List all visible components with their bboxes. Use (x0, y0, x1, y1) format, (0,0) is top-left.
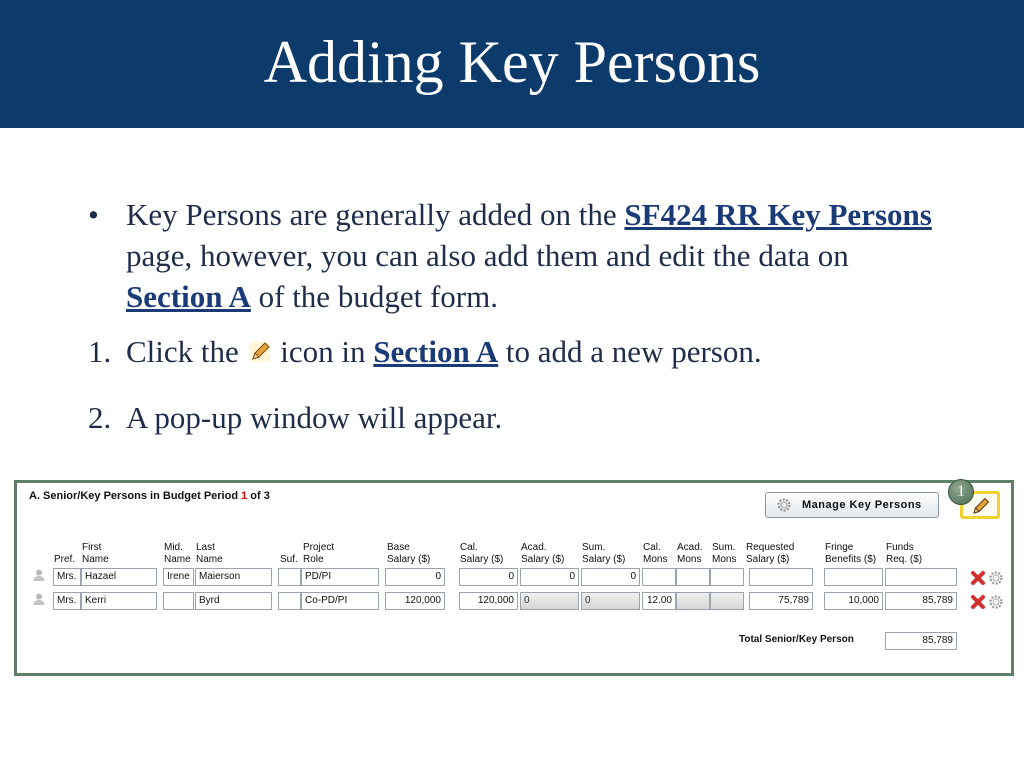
header-project-role: Project Role (303, 542, 335, 565)
bullet-item-3 (88, 397, 948, 438)
last-name-field[interactable]: Maierson (195, 568, 272, 586)
project-role-field[interactable]: PD/PI (301, 568, 379, 586)
bullet-marker: 2. (88, 400, 112, 435)
step-badge: 1 (948, 479, 974, 505)
fringe-benefits-field[interactable]: 10,000 (824, 592, 883, 610)
header-fringe-benefits: Fringe Benefits ($) (825, 542, 877, 565)
manage-key-persons-label: Manage Key Persons (802, 499, 922, 511)
header-first-name: First Name (82, 542, 109, 565)
last-name-field[interactable]: Byrd (195, 592, 272, 610)
suffix-field[interactable] (278, 592, 301, 610)
base-salary-field[interactable]: 120,000 (385, 592, 445, 610)
acad-months-field-disabled (676, 592, 710, 610)
bullet-text: icon in (272, 334, 374, 369)
sum-salary-field-disabled: 0 (581, 592, 640, 610)
bullet-text: of the budget form. (250, 279, 498, 314)
bullet-item-1 (88, 194, 948, 317)
pref-field[interactable]: Mrs. (53, 592, 81, 610)
form-title (29, 490, 270, 502)
sum-months-field-disabled (710, 592, 744, 610)
mid-name-field[interactable] (163, 592, 194, 610)
bullet-list (88, 194, 948, 438)
header-requested-salary: Requested Salary ($) (746, 542, 795, 565)
total-senior-key-person-value: 85,789 (885, 632, 957, 650)
sum-months-field[interactable] (710, 568, 744, 586)
header-funds-requested: Funds Req. ($) (886, 542, 923, 565)
bullet-text: page, however, you can also add them and edit the data on (126, 238, 849, 273)
delete-icon[interactable] (970, 570, 986, 586)
funds-requested-field[interactable] (885, 568, 957, 586)
bullet-bold-link: Section A (373, 334, 499, 369)
first-name-field[interactable]: Kerri (81, 592, 157, 610)
person-icon (32, 568, 46, 582)
suffix-field[interactable] (278, 568, 301, 586)
sum-salary-field[interactable]: 0 (581, 568, 640, 586)
first-name-field[interactable]: Hazael (81, 568, 157, 586)
bullet-text: Click the (126, 334, 247, 369)
header-acad-months: Acad. Mons (677, 542, 703, 565)
header-mid-name: Mid. Name (164, 542, 191, 565)
cal-months-field[interactable]: 12.00 (642, 592, 676, 610)
form-title-text: of 3 (247, 490, 270, 502)
section-a-form (14, 480, 1014, 676)
mid-name-field[interactable]: Irene (163, 568, 194, 586)
header-last-name: Last Name (196, 542, 223, 565)
cal-salary-field[interactable]: 120,000 (459, 592, 518, 610)
funds-requested-field[interactable]: 85,789 (885, 592, 957, 610)
budget-period-number: 1 (241, 490, 248, 502)
bullet-bold-link: SF424 RR Key Persons (624, 197, 932, 232)
delete-icon[interactable] (970, 594, 986, 610)
bullet-text: to add a new person. (498, 334, 762, 369)
manage-key-persons-button[interactable] (765, 492, 939, 518)
form-title-text: A. Senior/Key Persons in Budget Period (29, 490, 242, 502)
gear-icon (776, 497, 792, 522)
bullet-bold-link: Section A (126, 279, 251, 314)
pref-field[interactable]: Mrs. (53, 568, 81, 586)
gear-icon[interactable] (988, 594, 1004, 610)
pencil-icon (247, 334, 273, 360)
acad-months-field[interactable] (676, 568, 710, 586)
total-senior-key-person-label: Total Senior/Key Person (739, 634, 854, 645)
bullet-marker: • (88, 197, 99, 232)
slide-title: Adding Key Persons (263, 29, 761, 95)
header-base-salary: Base Salary ($) (387, 542, 431, 565)
requested-salary-field[interactable] (749, 568, 813, 586)
gear-icon[interactable] (988, 570, 1004, 586)
fringe-benefits-field[interactable] (824, 568, 883, 586)
bullet-marker: 1. (88, 334, 112, 369)
pencil-icon (971, 496, 991, 516)
bullet-text: A pop-up window will appear. (126, 400, 503, 435)
bullet-item-2 (88, 331, 948, 372)
bullet-text: Key Persons are generally added on the (126, 197, 625, 232)
header-sum-months: Sum. Mons (712, 542, 737, 565)
header-cal-months: Cal. Mons (643, 542, 668, 565)
header-suffix: Suf. (280, 554, 298, 565)
acad-salary-field[interactable]: 0 (520, 568, 579, 586)
header-sum-salary: Sum. Salary ($) (582, 542, 626, 565)
cal-months-field[interactable] (642, 568, 676, 586)
header-acad-salary: Acad. Salary ($) (521, 542, 565, 565)
acad-salary-field-disabled: 0 (520, 592, 579, 610)
person-icon (32, 592, 46, 606)
header-cal-salary: Cal. Salary ($) (460, 542, 504, 565)
base-salary-field[interactable]: 0 (385, 568, 445, 586)
project-role-field[interactable]: Co-PD/PI (301, 592, 379, 610)
cal-salary-field[interactable]: 0 (459, 568, 518, 586)
header-pref: Pref. (54, 554, 76, 565)
requested-salary-field[interactable]: 75,789 (749, 592, 813, 610)
